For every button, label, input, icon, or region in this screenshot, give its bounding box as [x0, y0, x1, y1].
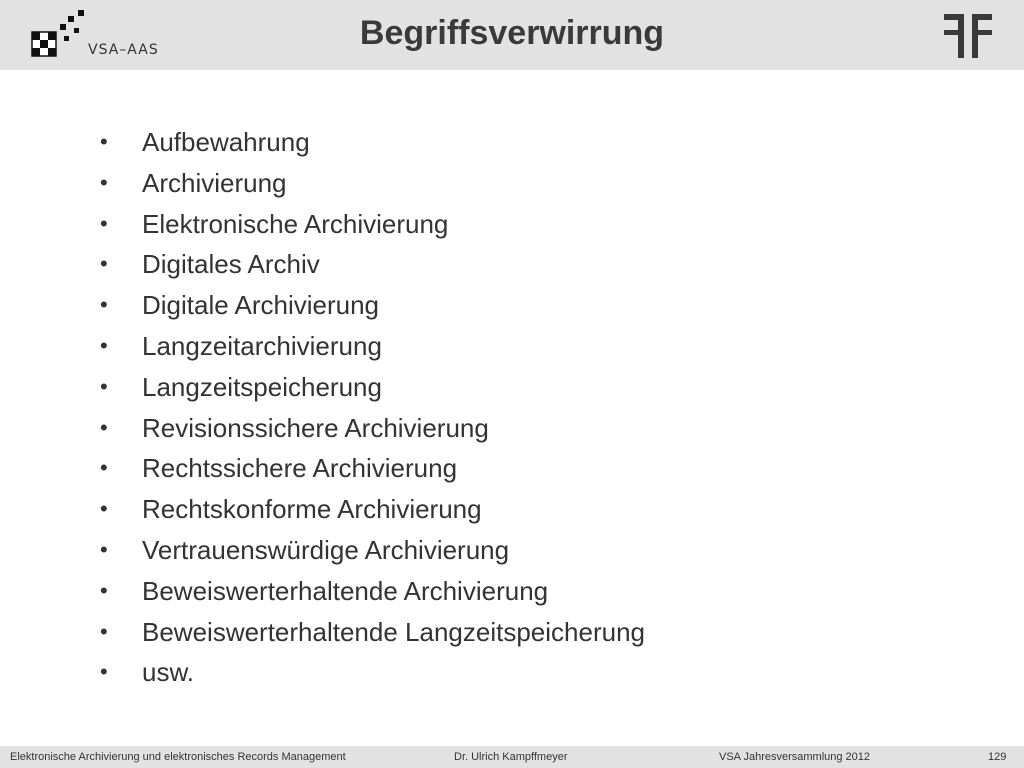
bullet-icon: •	[100, 332, 108, 358]
list-item	[100, 530, 645, 571]
list-item	[100, 612, 645, 653]
list-item-text: Aufbewahrung	[142, 127, 310, 157]
list-item-text: Beweiswerterhaltende Langzeitspeicherung	[142, 616, 645, 647]
ff-logo-icon	[944, 14, 996, 58]
list-item	[100, 163, 645, 204]
page-number: 129	[988, 751, 1007, 763]
bullet-icon: •	[100, 210, 108, 236]
list-item	[100, 448, 645, 489]
header-bar	[0, 0, 1024, 70]
bullet-icon: •	[100, 373, 108, 399]
list-item-text: Langzeitspeicherung	[142, 371, 382, 402]
list-item-text: Langzeitarchivierung	[142, 330, 382, 361]
page-title: Begriffsverwirrung	[359, 14, 665, 52]
bullet-icon: •	[100, 536, 108, 562]
bullet-icon: •	[100, 169, 108, 195]
list-item	[100, 367, 645, 408]
list-item-text: Digitales Archiv	[142, 249, 320, 280]
bullet-list	[100, 122, 645, 693]
list-item-text: Vertrauenswürdige Archivierung	[142, 534, 510, 565]
list-item	[100, 652, 645, 693]
footer-event: VSA Jahresversammlung 2012	[719, 751, 871, 763]
bullet-icon: •	[100, 414, 108, 440]
list-item-text: Rechtskonforme Archivierung	[142, 494, 482, 525]
bullet-icon: •	[100, 455, 108, 481]
list-item	[100, 489, 645, 530]
footer-title: Elektronische Archivierung und elektronisches Records Management	[10, 751, 346, 763]
bullet-icon: •	[100, 292, 108, 318]
list-item	[100, 408, 645, 449]
bullet-icon: •	[100, 618, 108, 644]
list-item	[100, 204, 645, 245]
list-item	[100, 285, 645, 326]
list-item-text: Archivierung	[142, 167, 287, 198]
list-item-text: Revisionssichere Archivierung	[142, 412, 489, 443]
list-item-text: Beweiswerterhaltende Archivierung	[142, 575, 549, 606]
footer-author: Dr. Ulrich Kampffmeyer	[454, 751, 568, 763]
bullet-icon: •	[100, 659, 108, 685]
bullet-icon: •	[100, 577, 108, 603]
bullet-icon: •	[100, 496, 108, 522]
list-item-text: Elektronische Archivierung	[142, 208, 449, 239]
list-item	[100, 571, 645, 612]
list-item	[100, 122, 645, 163]
list-item-text: Rechtssichere Archivierung	[142, 453, 458, 484]
bullet-icon: •	[100, 129, 108, 154]
list-item	[100, 326, 645, 367]
footer-bar	[0, 746, 1024, 768]
bullet-icon: •	[100, 251, 108, 277]
list-item-text: usw.	[142, 657, 195, 688]
logo-text: VSA–AAS	[88, 42, 159, 58]
list-item-text: Digitale Archivierung	[142, 290, 380, 321]
list-item	[100, 244, 645, 285]
